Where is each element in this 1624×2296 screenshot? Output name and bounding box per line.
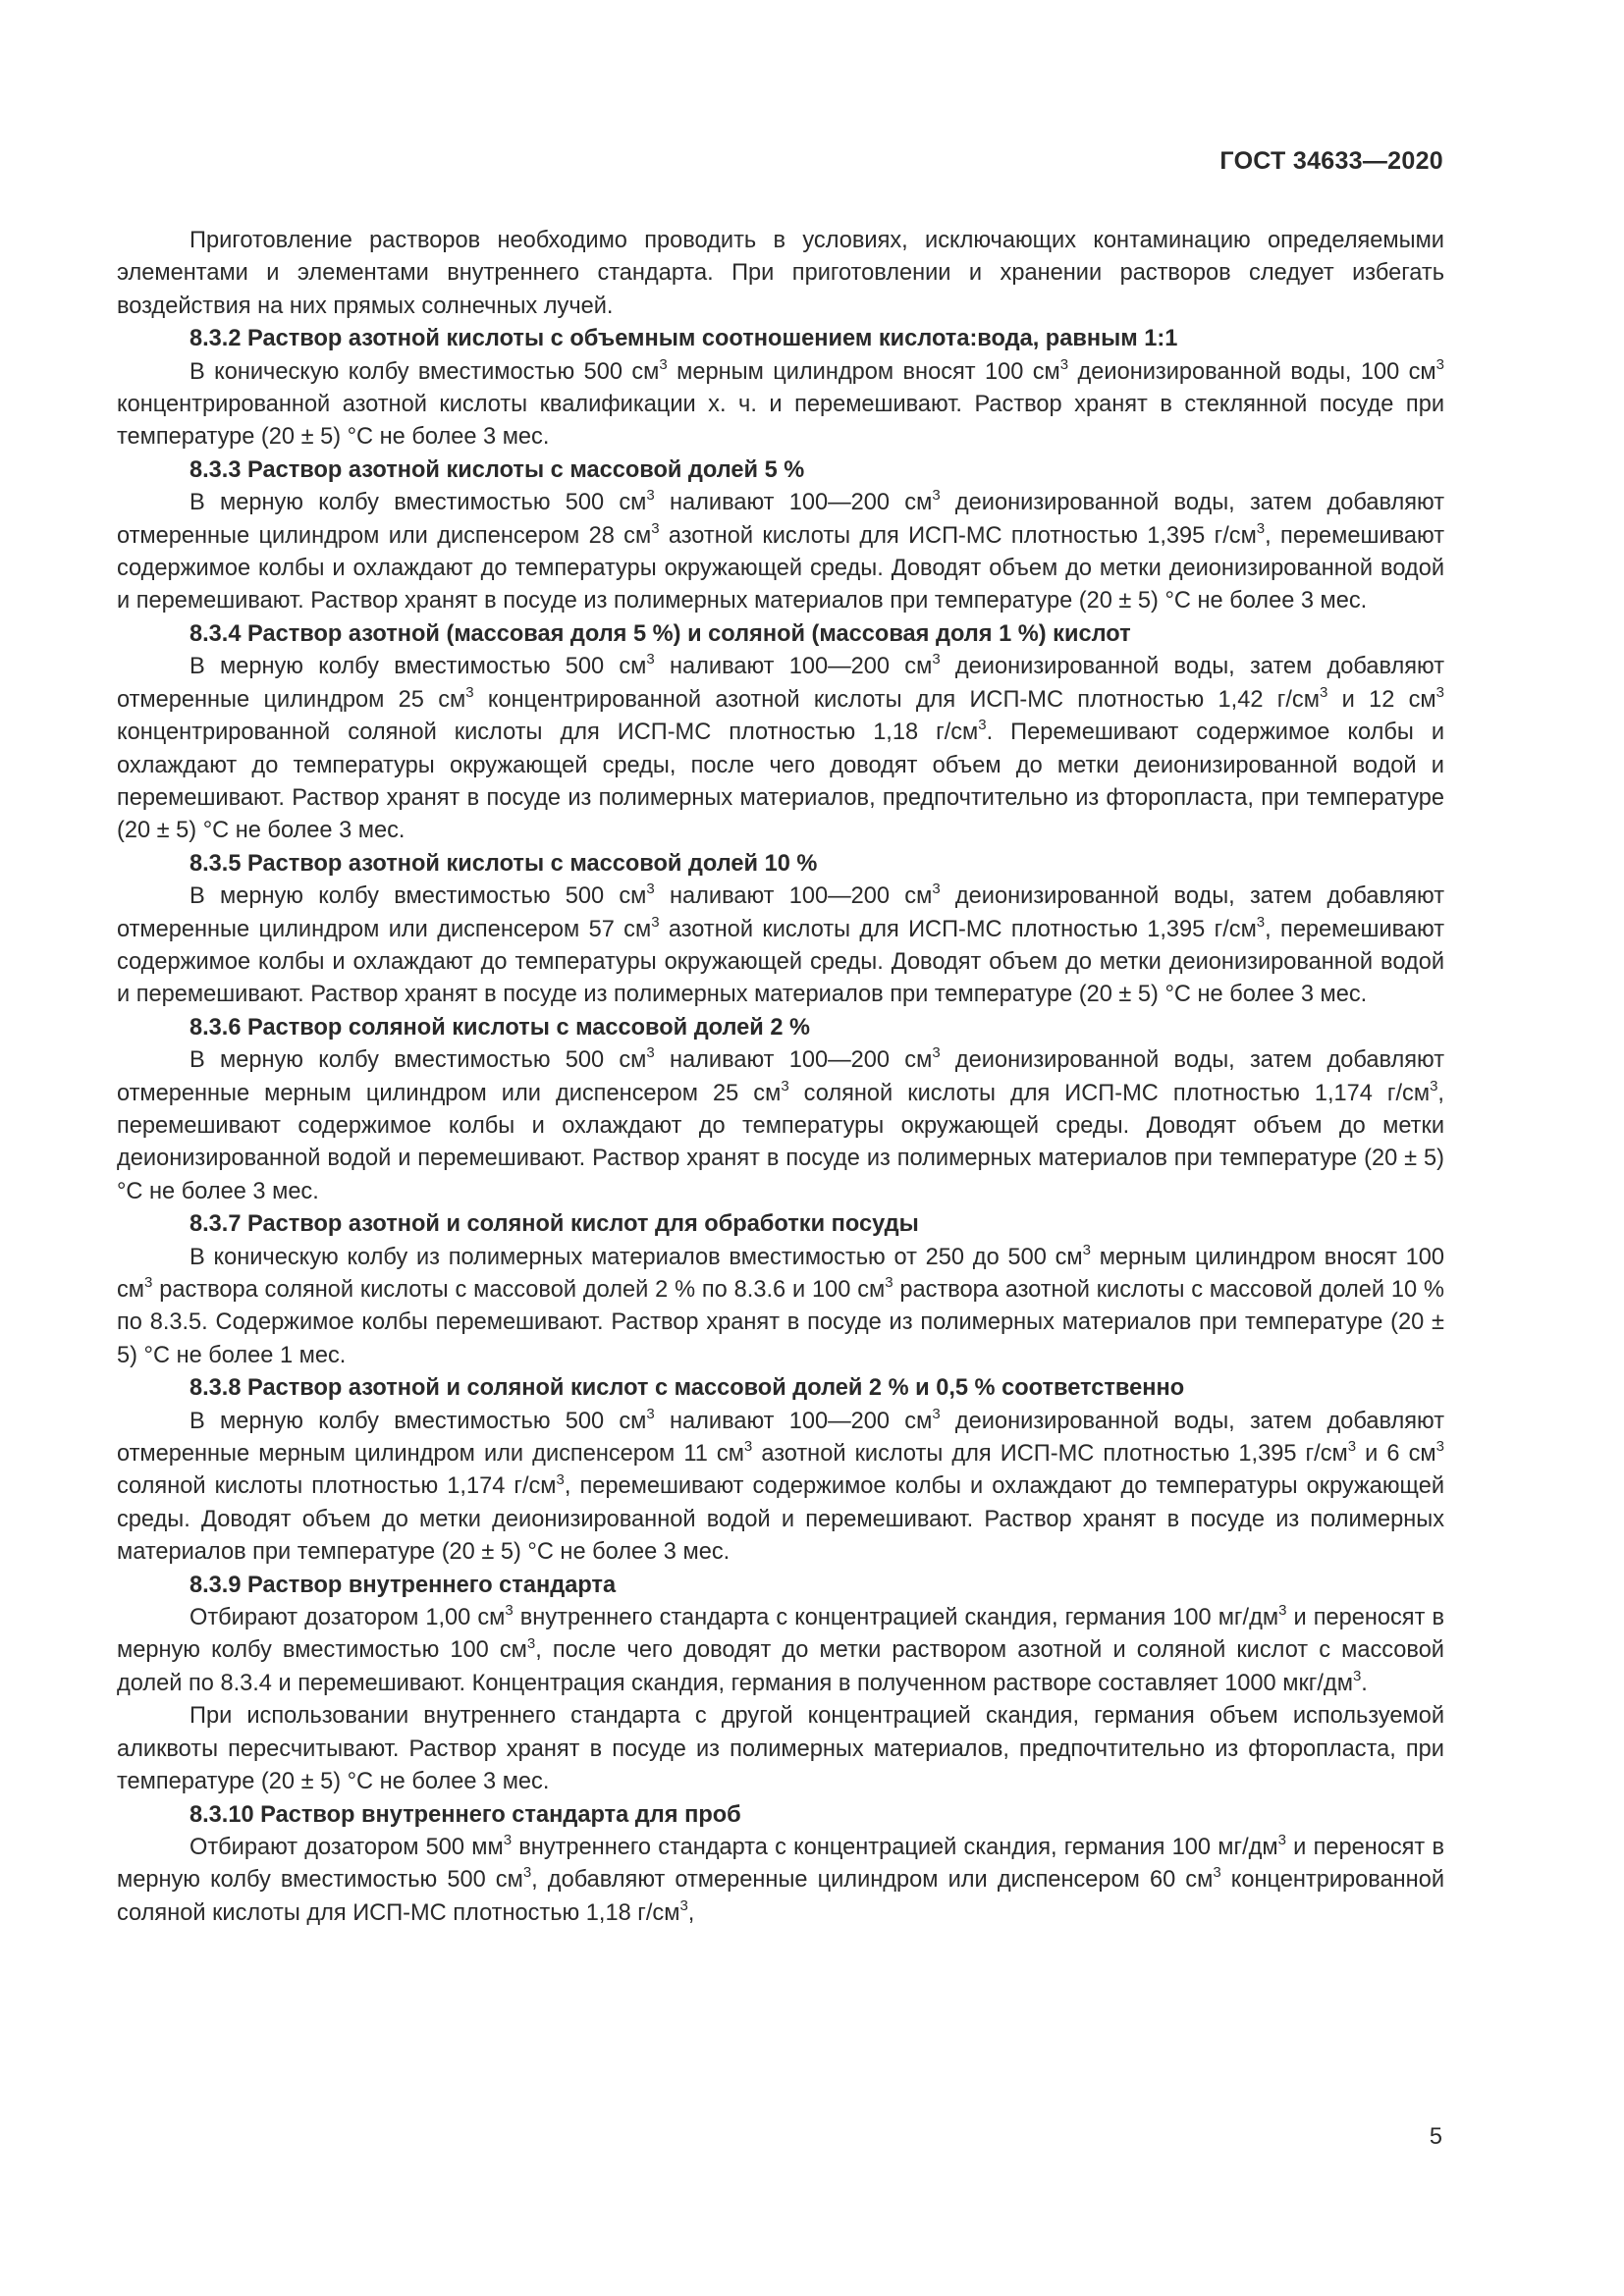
paragraph: В мерную колбу вместимостью 500 $см^3$ наливают 100—200 $см^3$ деионизированной воды, затем добавляют отмеренные цилиндром или диспенсером 57 $см^3$ азотной кислоты для ИСП-МС плотностью 1,395 $г/см^3$, перемешивают содержимое колбы и охлаждают до температуры окружающей среды. Доводят объем до метки деионизированной водой и перемешивают. Раствор хранят в посуде из полимерных материалов при температуре (20 ± 5) °С не более 3 мес. [117,881,1445,1008]
paragraph: В мерную колбу вместимостью 500 $см^3$ наливают 100—200 $см^3$ деионизированной воды, затем добавляют отмеренные цилиндром 25 $см^3$ концентрированной азотной кислоты для ИСП-МС плотностью 1,42 $г/см^3$ и 12 $см^3$ концентрированной соляной кислоты для ИСП-МС плотностью 1,18 $г/см^3$. Перемешивают содержимое колбы и охлаждают до температуры окружающей среды, после чего доводят объем до метки деионизированной водой и перемешивают. Раствор хранят в посуде из полимерных материалов, предпочтительно из фторопласта, при температуре (20 ± 5) °С не более 3 мес. [117,651,1444,844]
paragraph: В коническую колбу вместимостью 500 $см^3$ мерным цилиндром вносят 100 $см^3$ деионизированной воды, 100 $см^3$ концентрированной азотной кислоты квалификации х. ч. и перемешивают. Раствор хранят в стеклянной посуде при температуре (20 ± 5) °С не более 3 мес. [117,355,1444,451]
paragraph: В мерную колбу вместимостью 500 $см^3$ наливают 100—200 $см^3$ деионизированной воды, затем добавляют отмеренные мерным цилиндром или диспенсером 11 $см^3$ азотной кислоты для ИСП-МС плотностью 1,395 $г/см^3$ и 6 $см^3$ соляной кислоты плотностью 1,174 $г/см^3$, перемешивают содержимое колбы и охлаждают до температуры окружающей среды. Доводят объем до метки деионизированной водой и перемешивают. Раствор хранят в посуде из полимерных материалов при температуре (20 ± 5) °С не более 3 мес. [117,1405,1445,1566]
section-heading: 8.3.7 Раствор азотной и соляной кислот для обработки посуды [189,1211,919,1238]
section-heading: 8.3.6 Раствор соляной кислоты с массовой долей 2 % [189,1014,811,1041]
section-heading: 8.3.3 Раствор азотной кислоты с массовой долей 5 % [189,456,805,483]
paragraph: При использовании внутреннего стандарта с другой концентрацией скандия, германия объем используемой аликвоты пересчитывают. Раствор хранят в посуде из полимерных материалов, предпочтительно из фторопласта, при температуре (20 ± 5) °С не более 3 мес. [117,1703,1444,1795]
section-heading: 8.3.10 Раствор внутреннего стандарта для проб [189,1801,741,1828]
page-number: 5 [1429,2124,1442,2150]
paragraph: Отбирают дозатором 1,00 $см^3$ внутреннего стандарта с концентрацией скандия, германия 100 $мг/дм^3$ и переносят в мерную колбу вместимостью 100 $см^3$, после чего доводят до метки раствором азотной и соляной кислот с массовой долей по 8.3.4 и перемешивают. Концентрация скандия, германия в полученном растворе составляет 1000 мкг/$дм^3$. [117,1602,1444,1696]
section-heading: 8.3.2 Раствор азотной кислоты с объемным соотношением кислота:вода, равным 1:1 [189,326,1178,352]
document-header: ГОСТ 34633—2020 [1219,147,1443,175]
document-body [117,225,1444,1930]
paragraph: Отбирают дозатором 500 $мм^3$ внутреннего стандарта с концентрацией скандия, германия 100 $мг/дм^3$ и переносят в мерную колбу вместимостью 500 $см^3$, добавляют отмеренные цилиндром или диспенсером 60 $см^3$ концентрированной соляной кислоты для ИСП-МС плотностью 1,18 $г/см^3$, [117,1832,1445,1926]
paragraph: В мерную колбу вместимостью 500 $см^3$ наливают 100—200 $см^3$ деионизированной воды, затем добавляют отмеренные мерным цилиндром или диспенсером 25 $см^3$ соляной кислоты для ИСП-МС плотностью 1,174 $г/см^3$, перемешивают содержимое колбы и охлаждают до температуры окружающей среды. Доводят объем до метки деионизированной водой и перемешивают. Раствор хранят в посуде из полимерных материалов при температуре (20 ± 5) °С не более 3 мес. [117,1044,1444,1204]
section-heading: 8.3.8 Раствор азотной и соляной кислот с массовой долей 2 % и 0,5 % соответственно [189,1375,1185,1402]
section-heading: 8.3.5 Раствор азотной кислоты с массовой долей 10 % [189,850,818,877]
paragraph: В мерную колбу вместимостью 500 $см^3$ наливают 100—200 $см^3$ деионизированной воды, затем добавляют отмеренные цилиндром или диспенсером 28 $см^3$ азотной кислоты для ИСП-МС плотностью 1,395 $г/см^3$, перемешивают содержимое колбы и охлаждают до температуры окружающей среды. Доводят объем до метки деионизированной водой и перемешивают. Раствор хранят в посуде из полимерных материалов при температуре (20 ± 5) °С не более 3 мес. [117,487,1445,614]
section-heading: 8.3.4 Раствор азотной (массовая доля 5 %) и соляной (массовая доля 1 %) кислот [189,620,1131,647]
paragraph: В коническую колбу из полимерных материалов вместимостью от 250 до 500 $см^3$ мерным цилиндром вносят 100 $см^3$ раствора соляной кислоты с массовой долей 2 % по 8.3.6 и 100 $см^3$ раствора азотной кислоты с массовой долей 10 % по 8.3.5. Содержимое колбы перемешивают. Раствор хранят в посуде из полимерных материалов при температуре (20 ± 5) °С не более 1 мес. [117,1241,1444,1368]
paragraph: Приготовление растворов необходимо проводить в условиях, исключающих контаминацию определяемыми элементами и элементами внутреннего стандарта. При приготовлении и хранении растворов следует избегать воздействия на них прямых солнечных лучей. [117,228,1444,319]
section-heading: 8.3.9 Раствор внутреннего стандарта [189,1572,617,1598]
